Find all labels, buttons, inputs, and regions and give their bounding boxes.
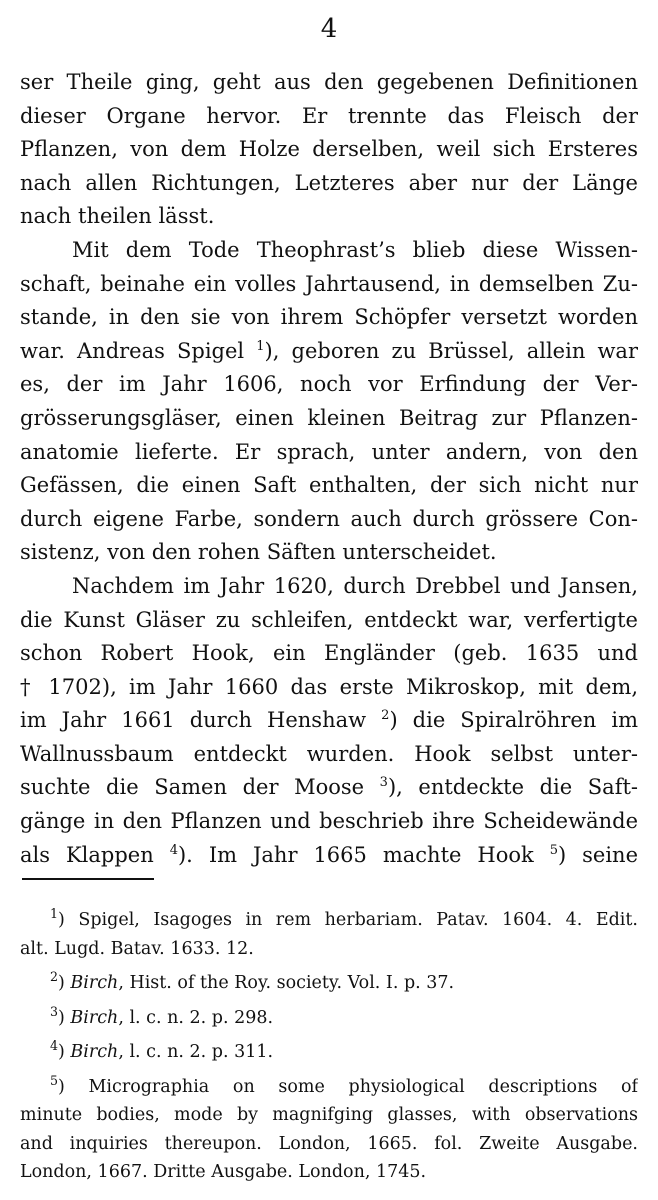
text-run: ), geboren zu Brüssel, allein war: [264, 338, 638, 363]
text-run: ) seine: [557, 842, 638, 867]
footnote-line: [20, 906, 638, 935]
footnote-text: Micrographia on some physiological descriptions of: [88, 1076, 638, 1097]
text-line: durch eigene Farbe, sondern auch durch grössere Con-: [20, 506, 638, 531]
footnotes: [20, 906, 638, 1193]
footnote-text: , Hist. of the Roy. society. Vol. I. p. 37.: [118, 973, 455, 993]
text-line: grösserungsgläser, einen kleinen Beitrag zur Pflanzen-: [20, 405, 638, 430]
footnote-author: Birch: [70, 1042, 119, 1062]
page-number: 4: [320, 14, 338, 44]
footnote-author: Birch: [70, 973, 119, 993]
footnote-number: $^1$): [50, 906, 79, 930]
text-line: stande, in den sie von ihrem Schöpfer versetzt worden: [20, 305, 638, 330]
text-run: ), entdeckte die Saft-: [387, 775, 638, 800]
footnote-line: and inquiries thereupon. London, 1665. fol. Zweite Ausgabe.: [20, 1133, 638, 1154]
text-line: ser Theile ging, geht aus den gegebenen Definitionen: [20, 70, 638, 94]
text-run: im Jahr 1661 durch Henshaw: [20, 708, 382, 733]
footnote-marker: 4: [50, 1038, 59, 1054]
footnote-line: London, 1667. Dritte Ausgabe. London, 1745.: [20, 1162, 427, 1182]
text-line: die Kunst Gläser zu schleifen, entdeckt war, verfertigte: [20, 607, 638, 632]
text-line: schaft, beinahe ein volles Jahrtausend, in demselben Zu-: [20, 271, 638, 296]
text-line: [20, 335, 638, 369]
text-line: sistenz, von den rohen Säften unterscheidet.: [20, 540, 497, 565]
footnote-3: [20, 1004, 638, 1033]
text-line: Gefässen, die einen Saft enthalten, der sich nicht nur: [20, 473, 638, 498]
footnote-2: [20, 969, 638, 998]
text-line: † 1702), im Jahr 1660 das erste Mikroskop, mit dem,: [20, 674, 638, 699]
text-run: als Klappen: [20, 842, 170, 867]
footnote-4: [20, 1038, 638, 1067]
text-line: Mit dem Tode Theophrast’s blieb diese Wissen-: [72, 237, 638, 262]
text-line: es, der im Jahr 1606, noch vor Erfindung der Ver-: [20, 372, 638, 397]
text-line: Wallnussbaum entdeckt wurden. Hook selbst unter-: [20, 741, 638, 766]
footnote-ref-4[interactable]: 4: [169, 842, 178, 858]
footnote-line: [20, 1038, 638, 1067]
text-line: dieser Organe hervor. Er trennte das Fleisch der: [20, 103, 638, 128]
footnote-line: minute bodies, mode by magnifging glasses, with observations: [20, 1105, 638, 1125]
text-line: Pflanzen, von dem Holze derselben, weil sich Ersteres: [20, 137, 638, 162]
footnote-line: [20, 1004, 638, 1033]
footnote-marker: 2: [50, 969, 59, 985]
footnote-divider: [22, 878, 154, 880]
footnote-number: $^3$): [50, 1003, 71, 1028]
footnote-author: Birch: [70, 1007, 119, 1028]
footnote-number: $^4$): [50, 1038, 71, 1062]
text-line: [20, 771, 638, 805]
footnote-ref-2[interactable]: 2: [381, 708, 390, 724]
footnote-marker: 5: [50, 1072, 59, 1088]
footnote-text: , l. c. n. 2. p. 298.: [118, 1007, 274, 1028]
footnote-text: Spigel, Isagoges in rem herbariam. Patav. 1604. 4. Edit.: [78, 910, 638, 930]
text-run: ) die Spiralröhren im: [389, 708, 638, 733]
text-line: nach allen Richtungen, Letzteres aber nur der Länge: [20, 170, 638, 195]
text-run: ). Im Jahr 1665 machte Hook: [177, 842, 550, 867]
text-line: [20, 704, 638, 738]
footnote-number: $^5$): [50, 1072, 89, 1097]
footnote-1: [20, 906, 638, 963]
text-line: nach theilen lässt.: [20, 204, 215, 229]
footnote-marker: 3: [50, 1003, 59, 1019]
footnote-line: [20, 1073, 638, 1102]
text-line: anatomie lieferte. Er sprach, unter andern, von den: [20, 439, 638, 464]
text-run: war. Andreas Spigel: [20, 338, 257, 363]
footnote-number: $^2$): [50, 969, 71, 993]
text-line: schon Robert Hook, ein Engländer (geb. 1635 und: [20, 641, 638, 666]
text-line: [20, 839, 638, 873]
text-run: suchte die Samen der Moose: [20, 775, 380, 800]
footnote-ref-5[interactable]: 5: [549, 842, 558, 858]
footnote-ref-1[interactable]: 1: [256, 338, 265, 354]
main-text: [20, 66, 638, 872]
footnote-text: , l. c. n. 2. p. 311.: [118, 1042, 274, 1062]
footnote-5: [20, 1073, 638, 1187]
footnote-marker: 1: [50, 906, 59, 922]
footnote-line: alt. Lugd. Batav. 1633. 12.: [20, 938, 254, 959]
footnote-ref-3[interactable]: 3: [379, 775, 388, 791]
text-line: Nachdem im Jahr 1620, durch Drebbel und Jansen,: [72, 573, 638, 598]
footnote-line: [20, 969, 638, 998]
text-line: gänge in den Pflanzen und beschrieb ihre Scheidewände: [20, 809, 638, 834]
